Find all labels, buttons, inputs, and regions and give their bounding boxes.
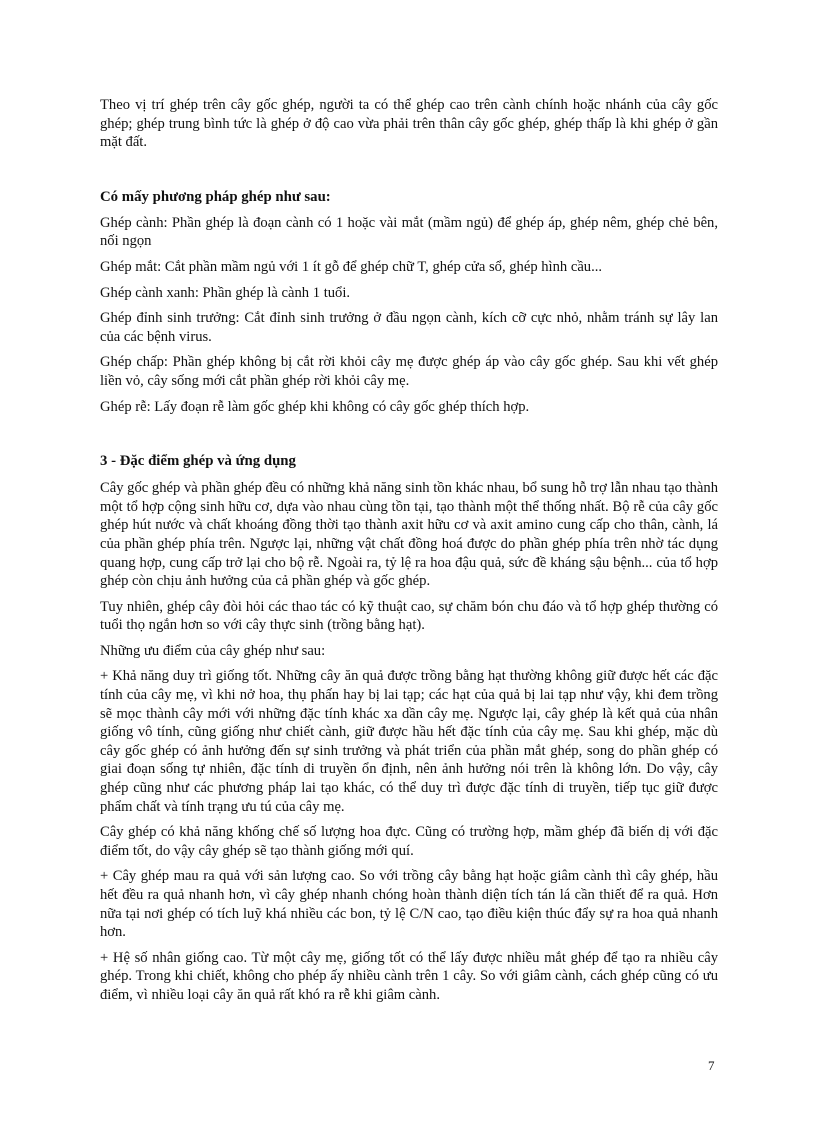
section-paragraph: + Hệ số nhân giống cao. Từ một cây mẹ, giống tốt có thể lấy được nhiều mắt ghép để tạo ra nhiều cây ghép. Trong khi chiết, không cho phép ấy nhiều cành trên 1 cây. So với giâm cành, cách ghép cũng có ưu điểm, vì nhiều loại cây ăn quả rất khó ra rễ khi giâm cành. — [100, 949, 718, 1003]
section-paragraph: Cây ghép có khả năng khống chế số lượng hoa đực. Cũng có trường hợp, mầm ghép đã biến dị với đặc điểm tốt, do vậy cây ghép sẽ tạo thành giống mới quí. — [100, 824, 718, 859]
methods-heading: Có mấy phương pháp ghép như sau: — [100, 188, 331, 205]
page-number: 7 — [708, 1058, 715, 1073]
section-heading: 3 - Đặc điểm ghép và ứng dụng — [100, 453, 296, 470]
method-item: Ghép cành xanh: Phần ghép là cành 1 tuổi. — [100, 284, 351, 301]
method-item: Ghép cành: Phần ghép là đoạn cành có 1 hoặc vài mắt (mầm ngủ) để ghép áp, ghép nêm, ghép chẻ bên, nối ngọn — [100, 214, 718, 250]
method-item: Ghép chấp: Phần ghép không bị cắt rời khỏi cây mẹ được ghép áp vào cây gốc ghép. Sau khi vết ghép liền vỏ, cây sống mới cắt phần ghép rời khỏi cây mẹ. — [100, 354, 718, 389]
section-paragraph: + Cây ghép mau ra quả với sản lượng cao. So với trồng cây bằng hạt hoặc giâm cành thì cây ghép, hầu hết đều ra quả nhanh hơn, vì cây ghép nhanh chóng hoàn thành diện tích tán lá cần thiết để ra quả. Hơn nữa tại nơi ghép có tích luỹ khá nhiều các bon, tỷ lệ C/N cao, tạo điều kiện thúc đẩy sự ra hoa quả nhanh hơn. — [100, 868, 718, 941]
method-item: Ghép mắt: Cắt phần mầm ngủ với 1 ít gỗ để ghép chữ T, ghép cửa sổ, ghép hình cầu... — [100, 258, 603, 275]
section-paragraph: Cây gốc ghép và phần ghép đều có những khả năng sinh tồn khác nhau, bổ sung hỗ trợ lẫn nhau tạo thành một tổ hợp cộng sinh hữu cơ, dựa vào nhau cùng tồn tại, tạo thành một thể thống nhất. Bộ rễ của cây gốc ghép hút nước và chất khoáng đồng thời tạo thành axit hữu cơ và axit amino cung cấp cho thân, cành, lá của phần ghép phía trên. Ngược lại, những vật chất đồng hoá được do phần ghép phía trên nhờ tác dụng quang hợp, cung cấp trở lại cho bộ rễ. Ngoài ra, tỷ lệ ra hoa đậu quả, sức đề kháng sậu bệnh... của tổ hợp ghép còn chịu ảnh hưởng của cả phần ghép và gốc ghép. — [100, 480, 718, 590]
method-item: Ghép rễ: Lấy đoạn rễ làm gốc ghép khi không có cây gốc ghép thích hợp. — [100, 398, 530, 415]
section-paragraph: Tuy nhiên, ghép cây đòi hỏi các thao tác có kỹ thuật cao, sự chăm bón chu đáo và tổ hợp ghép thường có tuổi thọ ngắn hơn so với cây thực sinh (trồng bằng hạt). — [100, 598, 718, 634]
method-item: Ghép đỉnh sinh trưởng: Cắt đỉnh sinh trưởng ở đầu ngọn cành, kích cỡ cực nhỏ, nhằm tránh sự lây lan của các bệnh virus. — [100, 310, 718, 345]
intro-paragraph: Theo vị trí ghép trên cây gốc ghép, người ta có thể ghép cao trên cành chính hoặc nhánh của cây gốc ghép; ghép trung bình tức là ghép ở độ cao vừa phải trên thân cây gốc ghép, ghép thấp là khi ghép ở gần mặt đất. — [100, 97, 718, 151]
section-paragraph: + Khả năng duy trì giống tốt. Những cây ăn quả được trồng bằng hạt thường không giữ được hết các đặc tính của cây mẹ, vì khi nở hoa, thụ phấn hay bị lai tạp; các hạt của quả bị lai tạp như vậy, khi đem trồng sẽ mọc thành cây mới với những đặc tính khác xa dần cây mẹ. Ngược lại, cây ghép là kết quả của nhân giống vô tính, cũng giống như chiết cành, giữ được hầu hết đặc tính của cây mẹ. Sau khi ghép, mặc dù cây gốc ghép có ảnh hưởng đến sự sinh trưởng và phát triển của phần mắt ghép, song do phần ghép có giai đoạn sống tự nhiên, đặc tính di truyền ổn định, nên ảnh hưởng nói trên là không lớn. Do vậy, cây ghép cũng như các phương pháp lai tạo khác, có thể duy trì được đặc tính di truyền, tiếp tục giữ được phẩm chất và tính trạng ưu tú của cây mẹ. — [100, 668, 718, 815]
document-body — [100, 96, 718, 1005]
section-paragraph: Những ưu điểm của cây ghép như sau: — [100, 642, 326, 659]
